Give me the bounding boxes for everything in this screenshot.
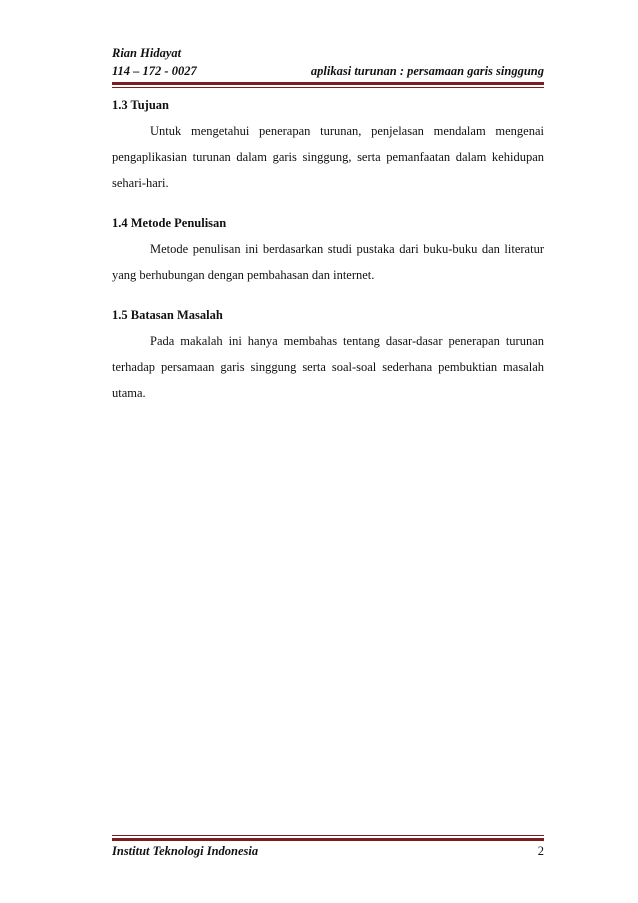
- footer-rule-thin: [112, 835, 544, 836]
- header-author: Rian Hidayat: [112, 46, 182, 60]
- section-paragraph: Metode penulisan ini berdasarkan studi pustaka dari buku-buku dan literatur yang berhubungan dengan pembahasan dan internet.: [112, 242, 544, 282]
- section-title: Metode Penulisan: [130, 216, 227, 230]
- header-rule-thick: [112, 82, 544, 85]
- section-number: 1.3: [112, 98, 128, 112]
- section-heading: [112, 96, 544, 114]
- header-code: 114 – 172 - 0027: [112, 64, 197, 78]
- footer-rule-thick: [112, 838, 544, 841]
- section-title: Tujuan: [130, 98, 169, 112]
- page-content: [112, 96, 544, 424]
- section-paragraph: Pada makalah ini hanya membahas tentang dasar-dasar penerapan turunan terhadap persamaan garis singgung serta soal-soal sederhana pembuktian masalah utama.: [112, 334, 544, 400]
- section-paragraph: Untuk mengetahui penerapan turunan, penjelasan mendalam mengenai pengaplikasian turunan dalam garis singgung, serta pemanfaatan dalam kehidupan sehari-hari.: [112, 124, 544, 190]
- section-title: Batasan Masalah: [130, 308, 223, 322]
- section-heading: [112, 214, 544, 232]
- section-heading: [112, 306, 544, 324]
- section-batasan-masalah: [112, 306, 544, 406]
- section-number: 1.4: [112, 216, 128, 230]
- header-doc-title: aplikasi turunan : persamaan garis singgung: [310, 64, 544, 78]
- footer-institution: Institut Teknologi Indonesia: [112, 844, 259, 858]
- section-tujuan: [112, 96, 544, 196]
- section-number: 1.5: [112, 308, 128, 322]
- section-metode-penulisan: [112, 214, 544, 288]
- header-rule-thin: [112, 87, 544, 88]
- page-number: 2: [537, 844, 544, 858]
